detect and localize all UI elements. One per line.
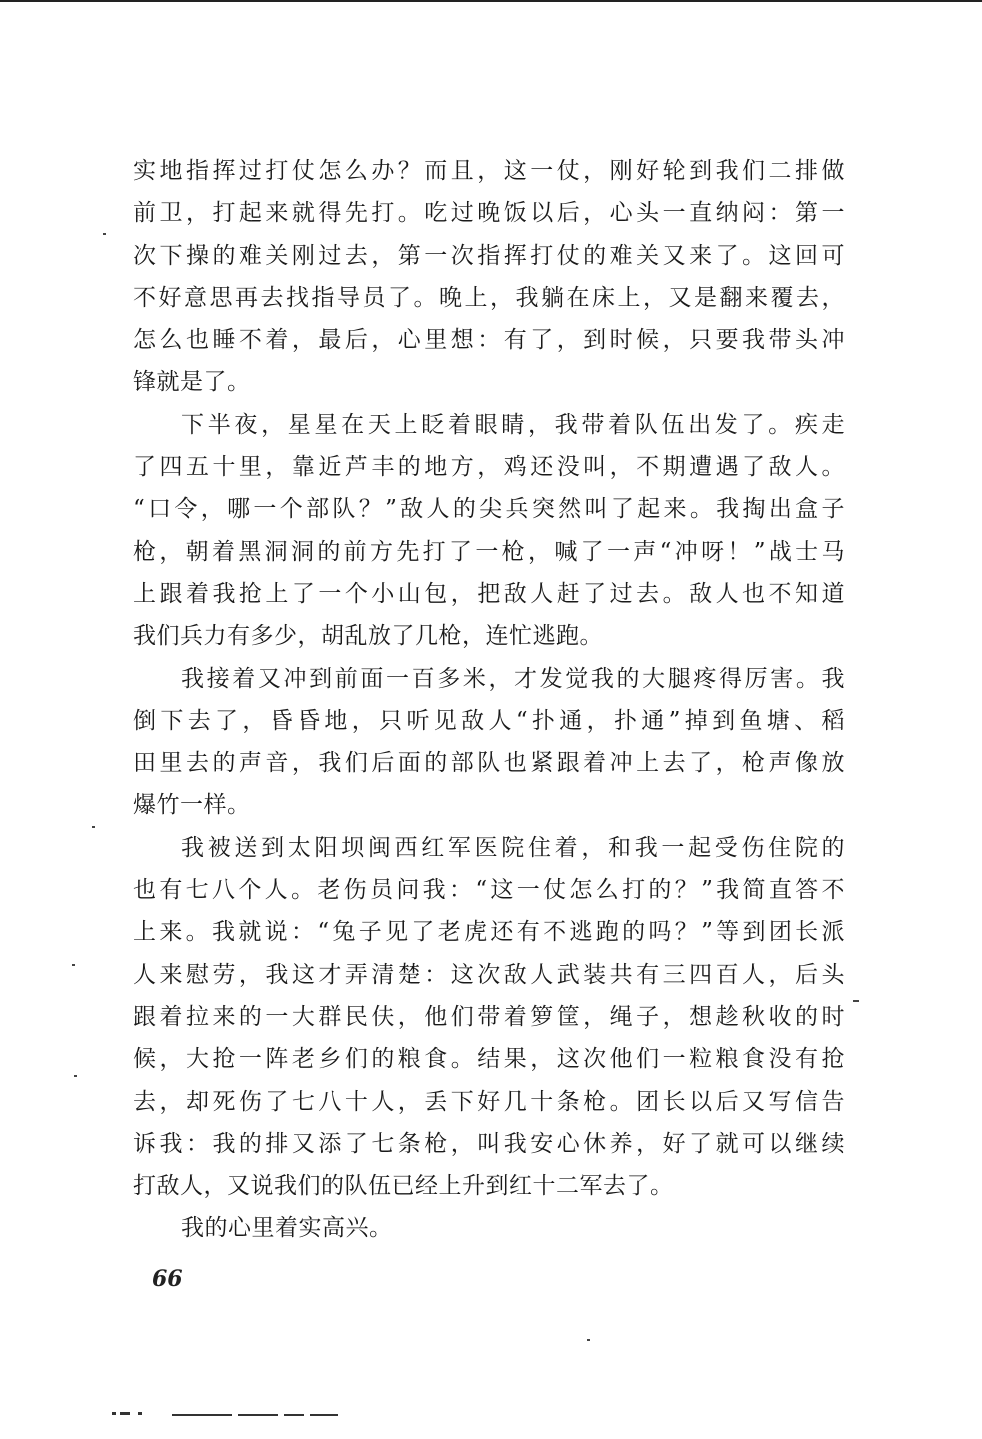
page-number: 66 [152,1266,183,1292]
scan-speck [74,1075,77,1077]
text-line: 下半夜，星星在天上眨着眼睛，我带着队伍出发了。疾走 [181,411,845,438]
scan-speck [853,1000,859,1002]
text-line: 爆竹一样。 [133,792,251,819]
text-line: 田里去的声音，我们后面的部队也紧跟着冲上去了，枪声像放 [133,750,845,777]
scan-speck [103,233,106,235]
text-line: 前卫，打起来就得先打。吃过晚饭以后，心头一直纳闷：第一 [133,200,845,227]
scan-speck [72,964,75,966]
text-line: 我被送到太阳坝闽西红军医院住着，和我一起受伤住院的 [181,834,845,861]
text-line: 怎么也睡不着，最后，心里想：有了，到时候，只要我带头冲 [133,327,845,354]
top-border-rule [0,0,982,2]
text-line: 诉我：我的排又添了七条枪，叫我安心休养，好了就可以继续 [133,1130,845,1157]
scan-speck [92,826,95,828]
text-line: 我们兵力有多少，胡乱放了几枪，连忙逃跑。 [133,623,603,650]
text-line: 也有七八个人。老伤员问我：“这一仗怎么打的？”我简直答不 [133,877,845,904]
text-line: 枪，朝着黑洞洞的前方先打了一枪，喊了一声“冲呀！”战士马 [133,538,845,565]
text-line: 候，大抢一阵老乡们的粮食。结果，这次他们一粒粮食没有抢 [133,1046,845,1073]
text-line: “口令，哪一个部队？”敌人的尖兵突然叫了起来。我掏出盒子 [133,496,845,523]
text-line: 我接着又冲到前面一百多米，才发觉我的大腿疼得厉害。我 [181,665,845,692]
scan-artifact-strip [112,1410,342,1418]
text-line: 上来。我就说：“兔子见了老虎还有不逃跑的吗？”等到团长派 [133,919,845,946]
text-line: 次下操的难关刚过去，第一次指挥打仗的难关又来了。这回可 [133,242,845,269]
scan-speck [587,1339,590,1341]
text-line: 实地指挥过打仗怎么办？而且，这一仗，刚好轮到我们二排做 [133,158,845,184]
text-line: 了四五十里，靠近芦丰的地方，鸡还没叫，不期遭遇了敌人。 [133,454,845,481]
text-line: 跟着拉来的一大群民伕，他们带着箩筐，绳子，想趁秋收的时 [133,1003,845,1030]
text-line: 人来慰劳，我这才弄清楚：这次敌人武装共有三四百人，后头 [133,961,845,988]
text-line: 倒下去了，昏昏地，只听见敌人“扑通，扑通”掉到鱼塘、稻 [133,707,845,734]
text-line: 打敌人，又说我们的队伍已经上升到红十二军去了。 [133,1173,674,1200]
body-text [133,150,845,1250]
text-line: 锋就是了。 [133,369,251,396]
text-line: 上跟着我抢上了一个小山包，把敌人赶了过去。敌人也不知道 [133,580,845,607]
text-line: 去，却死伤了七八十人，丢下好几十条枪。团长以后又写信告 [133,1088,845,1115]
text-line: 不好意思再去找指导员了。晚上，我躺在床上，又是翻来覆去， [133,284,845,311]
text-line: 我的心里着实高兴。 [181,1215,393,1242]
